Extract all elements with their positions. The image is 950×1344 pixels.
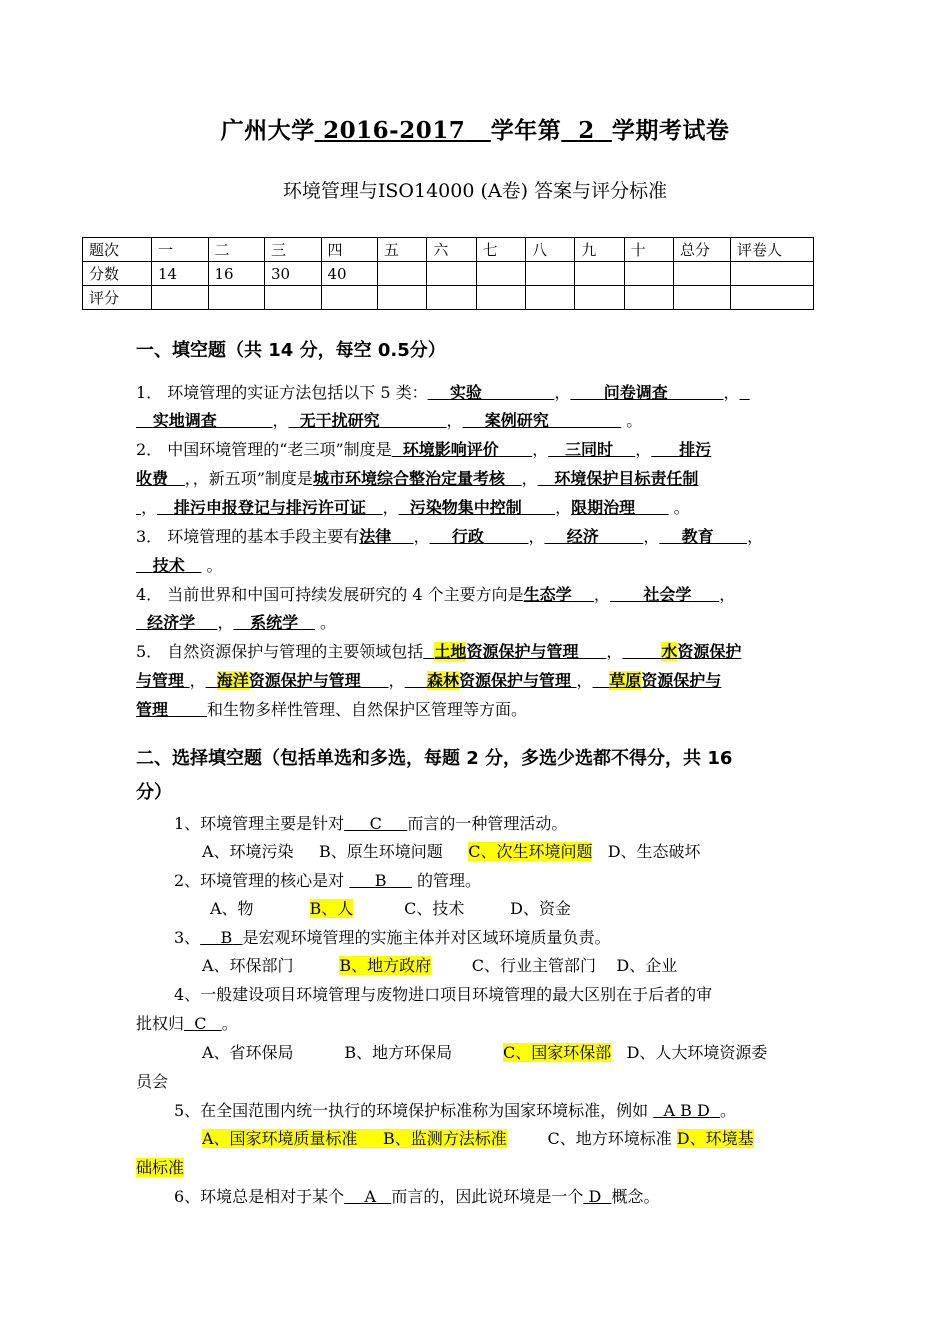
s1-q2-line2: 收费 ，，新五项”制度是城市环境综合整治定量考核 ， 环境保护目标责任制 [136, 469, 699, 488]
s1-q2-line3: ， 排污申报登记与排污许可证 ， 污染物集中控制 ，限期治理 。 [141, 498, 690, 517]
score-table [82, 237, 814, 310]
s1-q4-line2: 经济学 ， 系统学 。 [147, 613, 336, 632]
s2-q5-wrap: 础标准 [136, 1158, 185, 1177]
s2-q4-wrap: 员会 [136, 1072, 169, 1091]
table-row: 评分 [83, 286, 814, 310]
s2-q2: 2、环境管理的核心是对 B 的管理。 [174, 871, 482, 890]
s1-q1-line2: 实地调查 ， 无干扰研究 ， 案例研究 。 [152, 411, 643, 430]
s1-q2-line1: 2． 中国环境管理的“老三项”制度是 环境影响评价 ， 三同时 ， 排污 [136, 440, 712, 459]
exam-subtitle: 环境管理与ISO14000 (A卷) 答案与评分标准 [282, 180, 668, 202]
s1-q5-line3: 管理 和生物多样性管理、自然保护区管理等方面。 [136, 700, 528, 719]
s2-q5: 5、在全国范围内统一执行的环境保护标准称为国家环境标准，例如 A B D 。 [174, 1101, 736, 1120]
s2-q5-options: A、国家环境质量标准 B、监测方法标准 C、地方环境标准 D、环境基 [202, 1129, 754, 1148]
s1-q5-line1: 5． 自然资源保护与管理的主要领域包括 土地资源保护与管理 ， 水资源保护 [136, 642, 742, 661]
s1-q3-line2: 技术 。 [152, 556, 223, 575]
s2-q6: 6、环境总是相对于某个 A 而言的，因此说环境是一个 D 概念。 [174, 1187, 660, 1206]
table-row: 分数 14 16 30 40 [83, 262, 814, 286]
section2-heading-line1: 二、选择填空题（包括单选和多选，每题 2 分，多选少选都不得分，共 16 [136, 748, 733, 769]
s2-q4-line2: 批权归 C 。 [136, 1014, 238, 1033]
s1-q1-line1: 1． 环境管理的实证方法包括以下 5 类： 实验 ， 问卷调查 ， [136, 383, 740, 402]
exam-title: 广州大学 2016-2017 学年第 2 学期考试卷 [220, 117, 730, 144]
table-row: 题次 一 二 三 四 五 六 七 八 九 十 总分 评卷人 [83, 238, 814, 262]
s1-q4-line1: 4． 当前世界和中国可持续发展研究的 4 个主要方向是生态学 ， 社会学 ， [136, 585, 736, 604]
s2-q3: 3、 B 是宏观环境管理的实施主体并对区域环境质量负责。 [174, 928, 611, 947]
s2-q2-options: A、物 B、人 C、技术 D、资金 [210, 899, 572, 918]
s1-q5-line2: 与管理 ， 海洋资源保护与管理 ， 森林资源保护与管理 ， 草原资源保护与 [136, 671, 722, 690]
section2-heading-line2: 分） [136, 782, 172, 803]
s2-q4-options: A、省环保局 B、地方环保局 C、国家环保部 D、人大环境资源委 [202, 1043, 768, 1062]
s2-q3-options: A、环保部门 B、地方政府 C、行业主管部门 D、企业 [202, 956, 678, 975]
s2-q4-line1: 4、一般建设项目环境管理与废物进口项目环境管理的最大区别在于后者的审 [174, 985, 713, 1004]
s2-q1: 1、环境管理主要是针对 C 而言的一种管理活动。 [174, 814, 568, 833]
section1-heading: 一、填空题（共 14 分，每空 0.5分） [136, 340, 446, 361]
s2-q1-options: A、环境污染 B、原生环境问题 C、次生环境问题 D、生态破坏 [202, 842, 701, 861]
s1-q3-line1: 3． 环境管理的基本手段主要有法律 ， 行政 ， 经济 ， 教育 ， [136, 527, 764, 546]
